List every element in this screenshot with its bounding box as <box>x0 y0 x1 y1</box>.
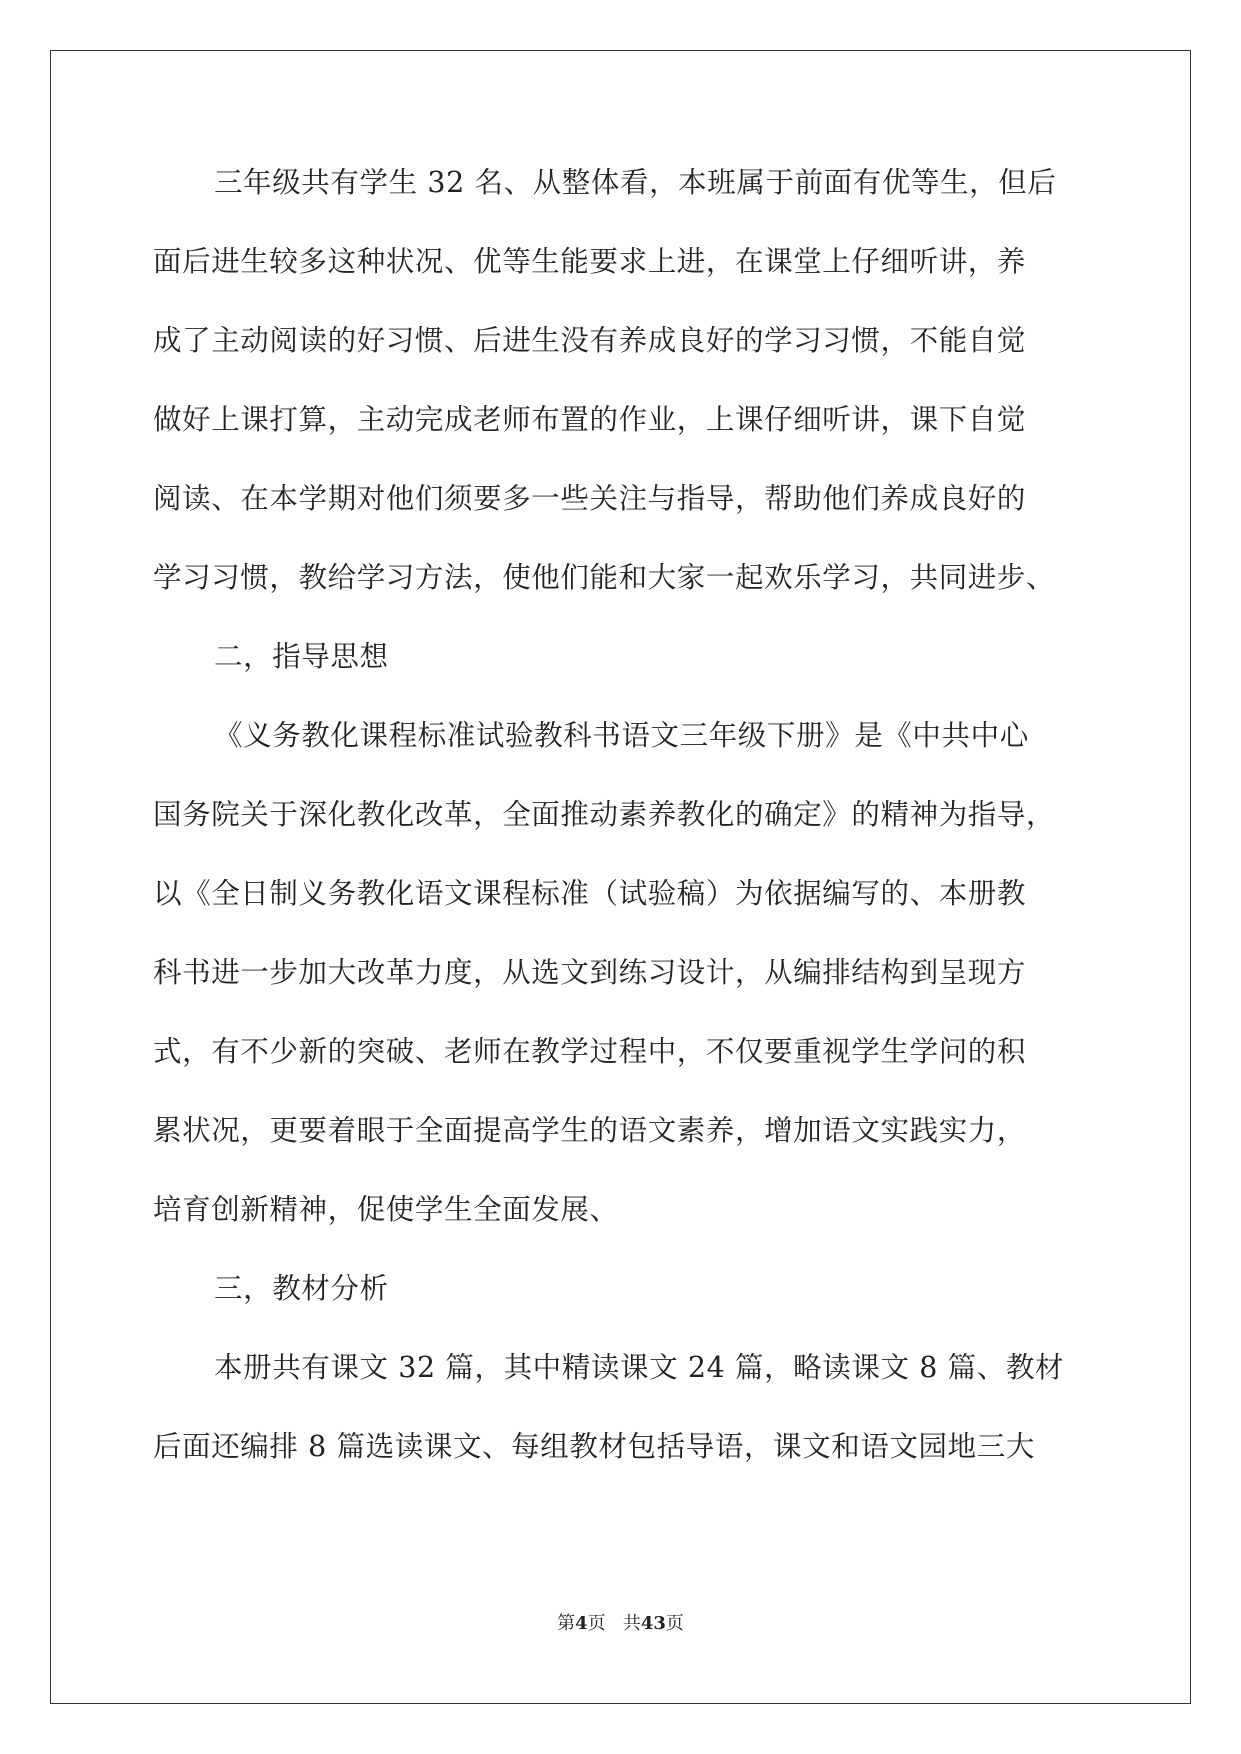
total-prefix: 共 <box>622 1613 641 1634</box>
paragraph-line: 成了主动阅读的好习惯、后进生没有养成良好的学习习惯，不能自觉 <box>153 324 1027 357</box>
paragraph-line: 国务院关于深化教化改革，全面推动素养教化的确定》的精神为指导， <box>153 798 1056 831</box>
paragraph-line: 做好上课打算，主动完成老师布置的作业，上课仔细听讲，课下自觉 <box>153 403 1027 436</box>
paragraph-line: 后面还编排 8 篇选读课文、每组教材包括导语，课文和语文园地三大 <box>153 1430 1035 1463</box>
paragraph-line: 三年级共有学生 32 名、从整体看，本班属于前面有优等生，但后 <box>214 166 1057 199</box>
paragraph-line: 学习习惯，教给学习方法，使他们能和大家一起欢乐学习，共同进步、 <box>153 561 1056 594</box>
paragraph-line: 面后进生较多这种状况、优等生能要求上进，在课堂上仔细听讲，养 <box>153 245 1027 278</box>
paragraph-line: 以《全日制义务教化语文课程标准（试验稿）为依据编写的、本册教 <box>153 877 1027 910</box>
paragraph-line: 式，有不少新的突破、老师在教学过程中，不仅要重视学生学问的积 <box>153 1035 1027 1068</box>
page-footer <box>0 1612 1241 1636</box>
paragraph-line: 《义务教化课程标准试验教科书语文三年级下册》是《中共中心 <box>214 719 1029 752</box>
paragraph-line: 累状况，更要着眼于全面提高学生的语文素养，增加语文实践实力， <box>153 1114 1027 1147</box>
page-number: 4 <box>575 1613 588 1634</box>
document-body <box>153 162 1093 1505</box>
paragraph-line: 本册共有课文 32 篇，其中精读课文 24 篇，略读课文 8 篇、教材 <box>214 1351 1065 1384</box>
page-suffix: 页 <box>587 1613 606 1634</box>
total-pages: 43 <box>640 1613 666 1634</box>
paragraph-line: 科书进一步加大改革力度，从选文到练习设计，从编排结构到呈现方 <box>153 956 1027 989</box>
section-heading: 三，教材分析 <box>214 1272 389 1305</box>
total-suffix: 页 <box>665 1613 684 1634</box>
paragraph-line: 阅读、在本学期对他们须要多一些关注与指导，帮助他们养成良好的 <box>153 482 1027 515</box>
section-heading: 二，指导思想 <box>214 640 389 673</box>
page-prefix: 第 <box>557 1613 576 1634</box>
paragraph-line: 培育创新精神，促使学生全面发展、 <box>153 1193 619 1226</box>
